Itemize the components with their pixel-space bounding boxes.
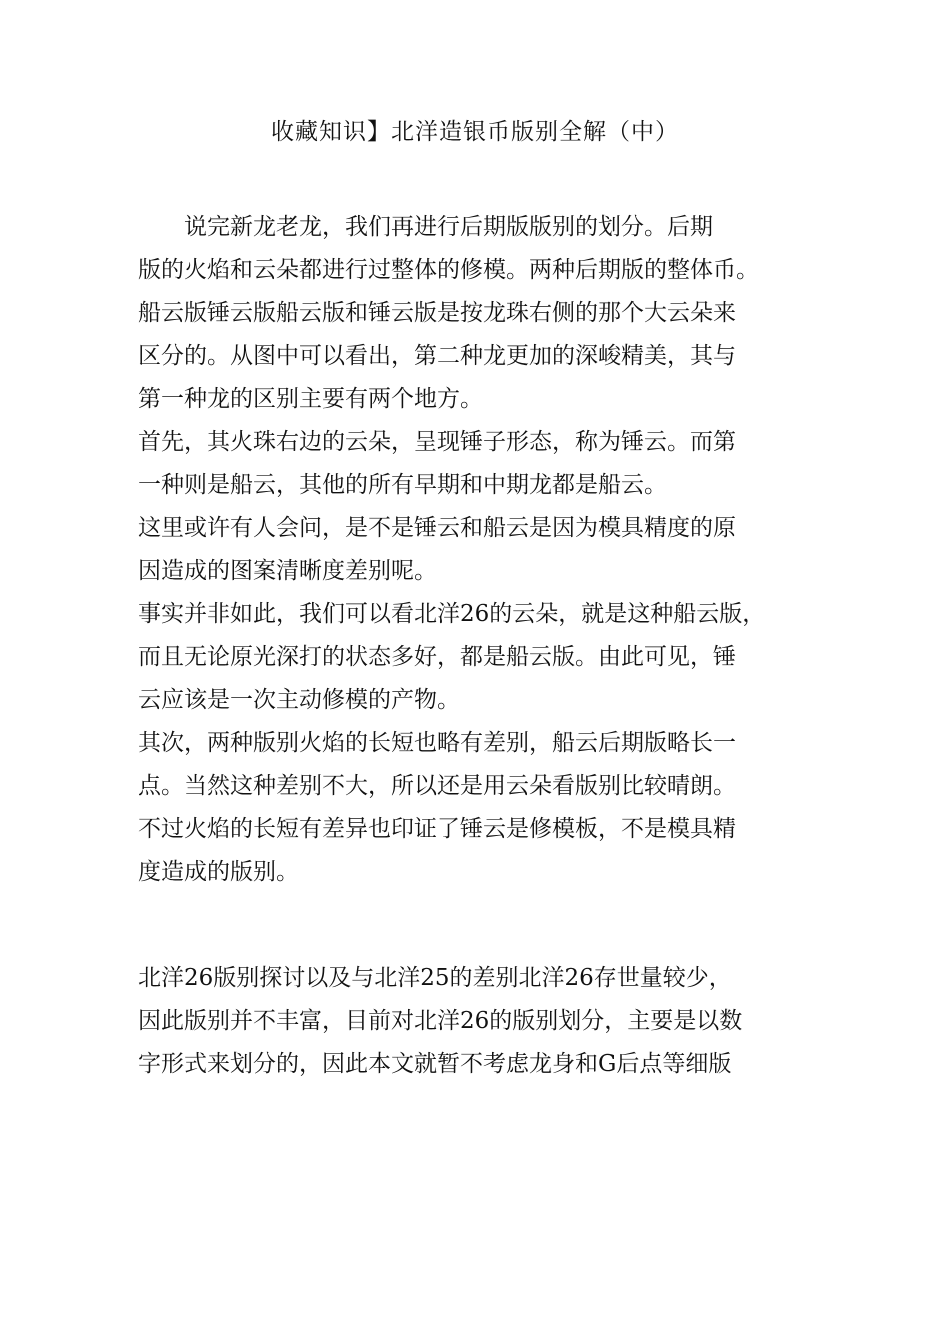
paragraph-line: 因此版别并不丰富，目前对北洋26的版别划分，主要是以数 — [138, 1008, 743, 1034]
paragraph-line: 云应该是一次主动修模的产物。 — [138, 687, 460, 713]
paragraph-line: 因造成的图案清晰度差别呢。 — [138, 558, 437, 584]
paragraph-line: 而且无论原光深打的状态多好，都是船云版。由此可见，锤 — [138, 644, 736, 670]
paragraph-line: 度造成的版别。 — [138, 859, 299, 885]
paragraph-line: 这里或许有人会问，是不是锤云和船云是因为模具精度的原 — [138, 515, 736, 541]
document-title: 收藏知识】北洋造银币版别全解（中） — [271, 119, 679, 145]
paragraph-line: 北洋26版别探讨以及与北洋25的差别北洋26存世量较少， — [138, 965, 732, 991]
paragraph-line: 字形式来划分的，因此本文就暂不考虑龙身和G后点等细版 — [138, 1051, 732, 1077]
paragraph-line: 一种则是船云，其他的所有早期和中期龙都是船云。 — [138, 472, 667, 498]
paragraph-line: 说完新龙老龙，我们再进行后期版版别的划分。后期 — [184, 214, 713, 240]
paragraph-line: 事实并非如此，我们可以看北洋26的云朵，就是这种船云版， — [138, 601, 766, 627]
paragraph-gap — [138, 894, 838, 957]
paragraph-line: 第一种龙的区别主要有两个地方。 — [138, 386, 483, 412]
paragraph-line: 船云版锤云版船云版和锤云版是按龙珠右侧的那个大云朵来 — [138, 300, 736, 326]
paragraph-line: 点。当然这种差别不大，所以还是用云朵看版别比较晴朗。 — [138, 773, 736, 799]
paragraph-line: 首先，其火珠右边的云朵，呈现锤子形态，称为锤云。而第 — [138, 429, 736, 455]
paragraph-line: 版的火焰和云朵都进行过整体的修模。两种后期版的整体币。 — [138, 257, 759, 283]
document-body — [138, 206, 838, 1086]
paragraph-line: 不过火焰的长短有差异也印证了锤云是修模板，不是模具精 — [138, 816, 736, 842]
paragraph-line: 区分的。从图中可以看出，第二种龙更加的深峻精美，其与 — [138, 343, 736, 369]
paragraph-line: 其次，两种版别火焰的长短也略有差别，船云后期版略长一 — [138, 730, 736, 756]
